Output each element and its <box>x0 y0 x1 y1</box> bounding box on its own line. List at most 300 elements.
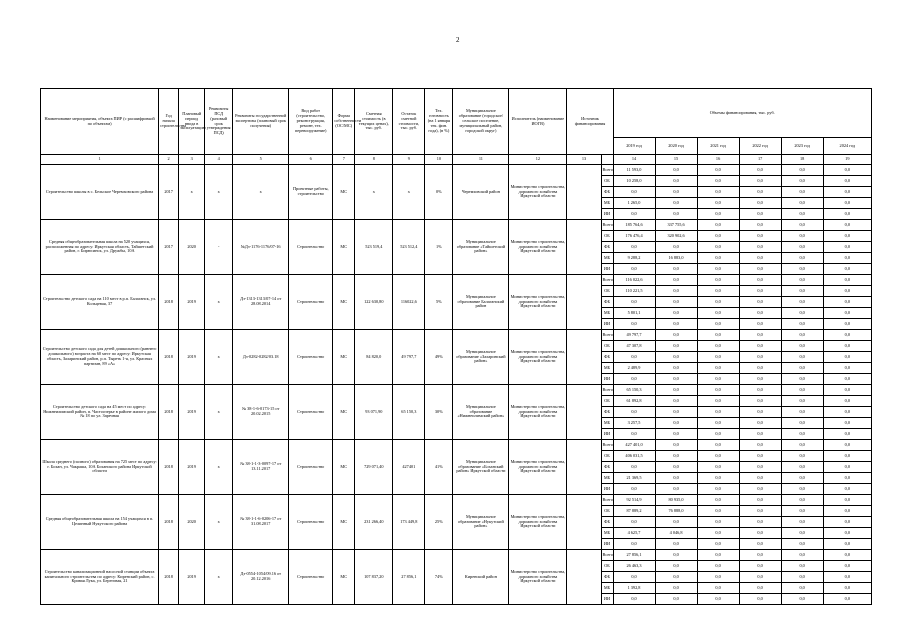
cell-value: 0,0 <box>697 286 739 297</box>
cell-value: 0,0 <box>613 352 655 363</box>
cell-value: 3 257,5 <box>613 418 655 429</box>
page-number: 2 <box>456 36 460 44</box>
cell-value: 4 625,7 <box>613 528 655 539</box>
cell-municipality: Киренский район <box>453 550 509 605</box>
cell-value: 0,0 <box>781 451 823 462</box>
cell-planned-period: 2020 <box>179 220 205 275</box>
cell-fin-label: Всего <box>601 165 613 176</box>
cell-estimated-cost: 84 820,0 <box>355 330 393 385</box>
header-row <box>41 89 872 138</box>
cell-value: 0,0 <box>697 187 739 198</box>
cell-value: 26 463,3 <box>613 561 655 572</box>
cell-value: 0,0 <box>739 253 781 264</box>
cell-value: 0,0 <box>655 176 697 187</box>
cell-psd: х <box>205 275 233 330</box>
cell-remaining-cost: 523 512,4 <box>393 220 425 275</box>
cell-value: 0,0 <box>739 187 781 198</box>
cell-fin-label: ФБ <box>601 297 613 308</box>
cell-object-name: Строительство канализационной насосной станции объекта капитального строительства по адресу: Киренский район, с. Кривая Лука, ул. Береговая, 21 <box>41 550 159 605</box>
cell-value: 337 755,6 <box>655 220 697 231</box>
cell-value: 0,0 <box>739 517 781 528</box>
cell-value: 0,0 <box>739 561 781 572</box>
cell-value: 0,0 <box>739 275 781 286</box>
column-number: 1 <box>41 155 159 165</box>
cell-value: 0,0 <box>823 242 871 253</box>
cell-value: 0,0 <box>823 253 871 264</box>
cell-value: 0,0 <box>697 165 739 176</box>
cell-readiness: 25% <box>425 495 453 550</box>
cell-blank <box>567 275 601 330</box>
cell-value: 0,0 <box>739 264 781 275</box>
table-row <box>41 495 872 506</box>
cell-value: 0,0 <box>739 462 781 473</box>
cell-blank <box>567 330 601 385</box>
financing-table <box>40 88 872 605</box>
cell-value: 0,0 <box>823 440 871 451</box>
cell-value: 0,0 <box>739 396 781 407</box>
column-number: 6 <box>289 155 333 165</box>
cell-value: 0,0 <box>739 286 781 297</box>
cell-work-type: Строительство <box>289 550 333 605</box>
header-year: 2020 год <box>655 138 697 155</box>
cell-value: 0,0 <box>655 484 697 495</box>
cell-estimated-cost: 107 837,20 <box>355 550 393 605</box>
cell-fin-label: ФБ <box>601 352 613 363</box>
cell-value: 80 935,0 <box>655 495 697 506</box>
cell-value: 0,0 <box>739 572 781 583</box>
cell-value: 0,0 <box>781 484 823 495</box>
cell-fin-label: Всего <box>601 330 613 341</box>
cell-value: 0,0 <box>739 165 781 176</box>
cell-value: 0,0 <box>739 352 781 363</box>
cell-value: 0,0 <box>655 418 697 429</box>
cell-planned-period: 2019 <box>179 385 205 440</box>
cell-value: 16 883,0 <box>655 253 697 264</box>
cell-blank <box>567 495 601 550</box>
cell-fin-label: Всего <box>601 220 613 231</box>
cell-ownership: МС <box>333 275 355 330</box>
cell-fin-label: ФБ <box>601 462 613 473</box>
cell-value: 0,0 <box>823 286 871 297</box>
cell-fin-label: МБ <box>601 473 613 484</box>
cell-value: 0,0 <box>613 572 655 583</box>
cell-value: 0,0 <box>823 528 871 539</box>
cell-value: 0,0 <box>823 352 871 363</box>
cell-value: 0,0 <box>823 319 871 330</box>
cell-blank <box>567 220 601 275</box>
cell-value: 0,0 <box>697 297 739 308</box>
cell-object-name: Школа среднего (полного) образования на 725 мест по адресу: г. Бохан, ул. Чакраша, 10А Боханского района Иркутской области <box>41 440 159 495</box>
cell-year-start: 2018 <box>159 330 179 385</box>
cell-value: 0,0 <box>781 517 823 528</box>
cell-value: 0,0 <box>613 242 655 253</box>
cell-value: 0,0 <box>823 561 871 572</box>
cell-value: 0,0 <box>655 187 697 198</box>
cell-value: 0,0 <box>655 473 697 484</box>
cell-value: 0,0 <box>823 297 871 308</box>
cell-value: 0,0 <box>781 550 823 561</box>
cell-value: 0,0 <box>823 539 871 550</box>
cell-planned-period: 2020 <box>179 495 205 550</box>
cell-work-type: Проектные работы, строительство <box>289 165 333 220</box>
cell-value: 427 401,0 <box>613 440 655 451</box>
cell-value: 116 022,6 <box>613 275 655 286</box>
cell-value: 0,0 <box>781 363 823 374</box>
cell-value: 0,0 <box>823 418 871 429</box>
cell-municipality: Муниципальное образование «Нижнеилимский район» <box>453 385 509 440</box>
cell-value: 0,0 <box>697 330 739 341</box>
cell-value: 0,0 <box>781 308 823 319</box>
cell-value: 0,0 <box>781 374 823 385</box>
cell-value: 0,0 <box>739 385 781 396</box>
cell-value: 0,0 <box>697 517 739 528</box>
cell-estimated-cost: 93 071,90 <box>355 385 393 440</box>
cell-value: 92 514,9 <box>613 495 655 506</box>
cell-value: 0,0 <box>823 385 871 396</box>
cell-value: 0,0 <box>739 242 781 253</box>
cell-value: 0,0 <box>697 550 739 561</box>
column-number: 15 <box>655 155 697 165</box>
cell-value: 0,0 <box>781 187 823 198</box>
cell-value: 0,0 <box>823 572 871 583</box>
cell-fin-label: МБ <box>601 528 613 539</box>
cell-value: 0,0 <box>655 286 697 297</box>
cell-value: 0,0 <box>655 242 697 253</box>
cell-value: 0,0 <box>781 319 823 330</box>
cell-value: 0,0 <box>781 572 823 583</box>
cell-value: 0,0 <box>697 209 739 220</box>
cell-value: 0,0 <box>781 297 823 308</box>
header-expertise: Реквизиты государственной экспертизы (плановый срок получения) <box>233 89 289 155</box>
cell-municipality: Муниципальное образование Балаганский район <box>453 275 509 330</box>
cell-value: 0,0 <box>781 583 823 594</box>
cell-remaining-cost: 427401 <box>393 440 425 495</box>
cell-fin-label: ОБ <box>601 176 613 187</box>
cell-municipality: Черемховский район <box>453 165 509 220</box>
column-number: 2 <box>159 155 179 165</box>
cell-value: 0,0 <box>697 308 739 319</box>
cell-value: 0,0 <box>697 407 739 418</box>
cell-year-start: 2018 <box>159 440 179 495</box>
cell-psd: х <box>205 385 233 440</box>
cell-value: 0,0 <box>655 385 697 396</box>
column-number: 10 <box>425 155 453 165</box>
cell-fin-label: Всего <box>601 275 613 286</box>
cell-value: 0,0 <box>697 319 739 330</box>
cell-value: 0,0 <box>697 572 739 583</box>
cell-remaining-cost: 173 449,8 <box>393 495 425 550</box>
cell-value: 0,0 <box>781 528 823 539</box>
cell-value: 0,0 <box>739 231 781 242</box>
column-number: 11 <box>453 155 509 165</box>
cell-value: 0,0 <box>739 451 781 462</box>
cell-value: 0,0 <box>655 407 697 418</box>
cell-value: 47 307,8 <box>613 341 655 352</box>
cell-value: 0,0 <box>697 363 739 374</box>
cell-fin-label: ФБ <box>601 517 613 528</box>
cell-planned-period: 2019 <box>179 550 205 605</box>
cell-value: 0,0 <box>655 363 697 374</box>
cell-value: 0,0 <box>655 198 697 209</box>
cell-blank <box>567 385 601 440</box>
cell-executor: Министерство строительства, дорожного хозяйства Иркутской области <box>509 330 567 385</box>
cell-value: 0,0 <box>781 440 823 451</box>
header-year: 2023 год <box>781 138 823 155</box>
cell-value: 0,0 <box>781 561 823 572</box>
cell-work-type: Строительство <box>289 440 333 495</box>
cell-object-name: Средняя общеобразовательная школа на 154 учащихся в п. Целинный Нукутского района <box>41 495 159 550</box>
cell-value: 0,0 <box>781 352 823 363</box>
cell-value: 0,0 <box>655 264 697 275</box>
cell-remaining-cost: 27 856,1 <box>393 550 425 605</box>
header-year: 2024 год <box>823 138 871 155</box>
cell-fin-label: ИИ <box>601 484 613 495</box>
cell-value: 0,0 <box>655 451 697 462</box>
cell-estimated-cost: х <box>355 165 393 220</box>
cell-blank <box>567 440 601 495</box>
cell-executor: Министерство строительства, дорожного хозяйства Иркутской области <box>509 385 567 440</box>
cell-value: 0,0 <box>613 484 655 495</box>
cell-value: 10 258,0 <box>613 176 655 187</box>
column-number: 13 <box>567 155 601 165</box>
cell-value: 0,0 <box>697 561 739 572</box>
cell-fin-label: ОБ <box>601 561 613 572</box>
column-number: 4 <box>205 155 233 165</box>
cell-value: 4 046,8 <box>655 528 697 539</box>
cell-value: 0,0 <box>739 473 781 484</box>
cell-value: 0,0 <box>823 363 871 374</box>
cell-object-name: Строительство детского сада на 110 мест в р.п. Балаганск, ул. Кольцевая, 37 <box>41 275 159 330</box>
cell-value: 0,0 <box>613 429 655 440</box>
cell-fin-label: ОБ <box>601 396 613 407</box>
cell-value: 0,0 <box>655 539 697 550</box>
cell-value: 0,0 <box>655 583 697 594</box>
cell-value: 0,0 <box>697 594 739 605</box>
cell-fin-label: МБ <box>601 418 613 429</box>
cell-fin-label: ИИ <box>601 374 613 385</box>
cell-fin-label: ОБ <box>601 451 613 462</box>
cell-value: 0,0 <box>781 220 823 231</box>
cell-value: 0,0 <box>697 275 739 286</box>
cell-estimated-cost: 231 266,40 <box>355 495 393 550</box>
cell-value: 0,0 <box>781 418 823 429</box>
cell-municipality: Муниципальное образование «Нукутский район» <box>453 495 509 550</box>
cell-value: 0,0 <box>823 187 871 198</box>
cell-readiness: 5% <box>425 275 453 330</box>
cell-planned-period: 2019 <box>179 330 205 385</box>
cell-value: 0,0 <box>655 572 697 583</box>
cell-value: 0,0 <box>823 396 871 407</box>
cell-value: 0,0 <box>613 319 655 330</box>
cell-value: 0,0 <box>739 495 781 506</box>
cell-year-start: 2018 <box>159 385 179 440</box>
column-number: 16 <box>697 155 739 165</box>
cell-expertise: х <box>233 165 289 220</box>
cell-value: 0,0 <box>655 165 697 176</box>
cell-value: 176 476,4 <box>613 231 655 242</box>
cell-value: 0,0 <box>781 330 823 341</box>
cell-value: 0,0 <box>697 440 739 451</box>
cell-value: 0,0 <box>655 429 697 440</box>
cell-value: 0,0 <box>823 341 871 352</box>
cell-value: 0,0 <box>613 594 655 605</box>
cell-planned-period: х <box>179 165 205 220</box>
cell-value: 0,0 <box>823 462 871 473</box>
cell-value: 87 889,2 <box>613 506 655 517</box>
cell-fin-label: ОБ <box>601 341 613 352</box>
header-year: 2021 год <box>697 138 739 155</box>
cell-fin-label: Всего <box>601 550 613 561</box>
cell-value: 0,0 <box>823 275 871 286</box>
cell-remaining-cost: 49 797,7 <box>393 330 425 385</box>
cell-fin-label: ИИ <box>601 539 613 550</box>
cell-value: 0,0 <box>739 440 781 451</box>
cell-value: 110 221,5 <box>613 286 655 297</box>
cell-year-start: 2018 <box>159 550 179 605</box>
cell-value: 0,0 <box>781 198 823 209</box>
cell-value: 0,0 <box>655 330 697 341</box>
cell-value: 0,0 <box>781 495 823 506</box>
column-number: 12 <box>509 155 567 165</box>
cell-value: 0,0 <box>697 462 739 473</box>
cell-ownership: МС <box>333 495 355 550</box>
cell-fin-label: ФБ <box>601 187 613 198</box>
cell-fin-label: МБ <box>601 363 613 374</box>
header-ownership: Форма собственности (ОС/МС) <box>333 89 355 155</box>
cell-value: 0,0 <box>655 440 697 451</box>
cell-value: 0,0 <box>823 330 871 341</box>
cell-value: 0,0 <box>739 407 781 418</box>
header-planned-period: Плановый период ввода в эксплуатацию <box>179 89 205 155</box>
header-volumes: Объемы финансирования, тыс. руб. <box>613 89 872 138</box>
cell-value: 0,0 <box>781 396 823 407</box>
cell-estimated-cost: 523 519,4 <box>355 220 393 275</box>
cell-value: 0,0 <box>697 396 739 407</box>
table-row <box>41 165 872 176</box>
header-work-type: Вид работ (строительство, реконструкция, ремонт, тех. перевооружение) <box>289 89 333 155</box>
cell-value: 0,0 <box>781 462 823 473</box>
cell-value: 0,0 <box>781 165 823 176</box>
cell-year-start: 2018 <box>159 275 179 330</box>
cell-value: 0,0 <box>697 385 739 396</box>
header-municipality: Муниципальное образование (городское/сельское поселение, муниципальный район, городской округ) <box>453 89 509 155</box>
cell-fin-label: Всего <box>601 385 613 396</box>
cell-value: 76 888,0 <box>655 506 697 517</box>
cell-value: 0,0 <box>739 374 781 385</box>
cell-work-type: Строительство <box>289 330 333 385</box>
cell-value: 0,0 <box>781 539 823 550</box>
cell-value: 0,0 <box>697 341 739 352</box>
cell-value: 0,0 <box>655 319 697 330</box>
column-number: 7 <box>333 155 355 165</box>
column-number: 9 <box>393 155 425 165</box>
cell-value: 0,0 <box>739 341 781 352</box>
cell-value: 0,0 <box>697 242 739 253</box>
cell-remaining-cost: 65 150,3 <box>393 385 425 440</box>
header-executor: Исполнитель (наименование ИОГВ) <box>509 89 567 155</box>
cell-executor: Министерство строительства, дорожного хозяйства Иркутской области <box>509 165 567 220</box>
cell-remaining-cost: 116022,6 <box>393 275 425 330</box>
cell-ownership: МС <box>333 165 355 220</box>
cell-value: 0,0 <box>613 462 655 473</box>
cell-value: 0,0 <box>655 352 697 363</box>
cell-work-type: Строительство <box>289 495 333 550</box>
cell-fin-label: ИИ <box>601 319 613 330</box>
cell-object-name: Строительство школы в с. Бельское Черемховского района <box>41 165 159 220</box>
cell-value: 0,0 <box>739 176 781 187</box>
cell-fin-label: МБ <box>601 308 613 319</box>
cell-value: 0,0 <box>697 528 739 539</box>
cell-value: 0,0 <box>739 528 781 539</box>
cell-ownership: МС <box>333 330 355 385</box>
cell-value: 0,0 <box>655 275 697 286</box>
cell-value: 0,0 <box>739 484 781 495</box>
cell-municipality: Муниципальное образование «Боханский район» Иркутской области <box>453 440 509 495</box>
cell-work-type: Строительство <box>289 220 333 275</box>
cell-value: 27 856,1 <box>613 550 655 561</box>
cell-fin-label: ОБ <box>601 506 613 517</box>
cell-readiness: 0% <box>425 165 453 220</box>
cell-value: 0,0 <box>823 264 871 275</box>
cell-value: 0,0 <box>739 330 781 341</box>
cell-value: 0,0 <box>823 550 871 561</box>
cell-year-start: 2018 <box>159 495 179 550</box>
cell-value: 0,0 <box>823 484 871 495</box>
cell-value: 0,0 <box>739 308 781 319</box>
column-number: 5 <box>233 155 289 165</box>
column-numbers-row <box>41 155 872 165</box>
cell-value: 0,0 <box>697 176 739 187</box>
cell-value: 0,0 <box>739 319 781 330</box>
cell-expertise: №Дз-1176-1176/07-16 <box>233 220 289 275</box>
cell-value: 0,0 <box>823 176 871 187</box>
cell-value: 0,0 <box>781 341 823 352</box>
cell-municipality: Муниципальное образование «Заларинский район» <box>453 330 509 385</box>
cell-fin-label: МБ <box>601 198 613 209</box>
cell-fin-label: ФБ <box>601 572 613 583</box>
cell-value: 0,0 <box>697 264 739 275</box>
cell-value: 0,0 <box>655 374 697 385</box>
cell-executor: Министерство строительства, дорожного хозяйства Иркутской области <box>509 550 567 605</box>
cell-ownership: МС <box>333 440 355 495</box>
cell-value: 0,0 <box>613 374 655 385</box>
cell-value: 65 150,3 <box>613 385 655 396</box>
cell-value: 0,0 <box>739 418 781 429</box>
cell-value: 0,0 <box>739 363 781 374</box>
table-row <box>41 550 872 561</box>
cell-value: 0,0 <box>613 187 655 198</box>
cell-value: 0,0 <box>781 242 823 253</box>
cell-value: 0,0 <box>823 495 871 506</box>
cell-value: 0,0 <box>739 550 781 561</box>
cell-value: 0,0 <box>697 374 739 385</box>
cell-ownership: МС <box>333 220 355 275</box>
column-number <box>601 155 613 165</box>
column-number: 3 <box>179 155 205 165</box>
header-year: 2019 год <box>613 138 655 155</box>
cell-value: 0,0 <box>655 209 697 220</box>
cell-value: 0,0 <box>823 165 871 176</box>
cell-object-name: Строительство детского сада на 45 мест по адресу: Нижнеилимский район, п. Частоозерье в районе жилого дома № 18 по ул. Заречная <box>41 385 159 440</box>
cell-value: 0,0 <box>697 506 739 517</box>
cell-value: 0,0 <box>781 253 823 264</box>
cell-value: 0,0 <box>823 583 871 594</box>
cell-value: 0,0 <box>781 429 823 440</box>
cell-value: 0,0 <box>655 561 697 572</box>
cell-executor: Министерство строительства, дорожного хозяйства Иркутской области <box>509 220 567 275</box>
cell-value: 320 902,6 <box>655 231 697 242</box>
cell-ownership: МС <box>333 385 355 440</box>
